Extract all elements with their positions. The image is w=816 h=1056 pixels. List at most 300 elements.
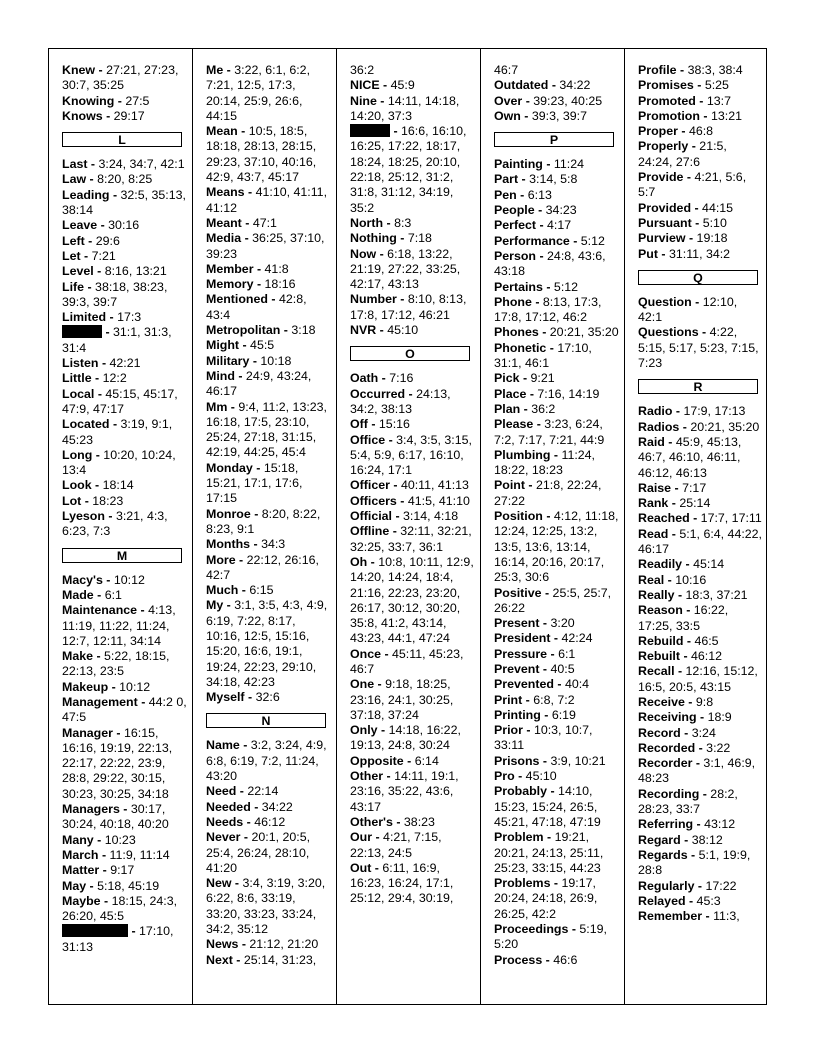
entry-separator: - [98, 847, 110, 862]
entry-separator: - [547, 646, 559, 661]
entry-word: Raise [638, 480, 672, 495]
entry-separator: - [699, 786, 711, 801]
entry-separator: - [119, 802, 131, 817]
index-entry [350, 754, 476, 769]
index-entry [206, 815, 332, 830]
entry-references: 6:14 [414, 753, 439, 768]
index-entry [494, 371, 620, 386]
entry-references: 3:1, 3:5, 4:3, 4:9, 6:19, 7:22, 8:17, 10:16, 12:5, 15:16, 15:20, 16:6, 19:1, 19:24, 22:23, 29:10, 34:18, 42:23 [206, 598, 328, 689]
entry-word: Limited [62, 310, 107, 325]
entry-separator: - [81, 493, 93, 508]
entry-word: Relayed [638, 893, 686, 908]
entry-references: 3:18 [291, 323, 316, 338]
index-entry [494, 830, 620, 876]
entry-separator: - [112, 725, 124, 740]
entry-separator: - [531, 294, 543, 309]
index-entry [206, 937, 332, 952]
entry-references: 3:24 [691, 725, 716, 740]
index-entry [638, 588, 764, 603]
index-entry [62, 325, 188, 356]
entry-references: 45:9 [390, 78, 415, 93]
entry-references: 34:22 [559, 78, 591, 93]
entry-references: 34:23 [545, 203, 577, 218]
entry-word: Lot [62, 493, 82, 508]
entry-references: 21:8, 22:24, 27:22 [494, 478, 602, 508]
index-entry [494, 693, 620, 708]
entry-references: 36:25, 37:10, 39:23 [206, 231, 325, 261]
entry-word: Regards [638, 847, 688, 862]
entry-separator: - [518, 172, 530, 187]
entry-word: Positive [494, 585, 542, 600]
entry-separator: - [109, 187, 121, 202]
entry-word: Media [206, 231, 242, 246]
entry-word: Member [206, 261, 254, 276]
entry-references: 46:5 [694, 633, 719, 648]
index-entry [350, 323, 476, 338]
index-entry [206, 231, 332, 262]
entry-separator: - [250, 799, 262, 814]
entry-separator: - [405, 386, 417, 401]
entry-word: Pro [494, 769, 515, 784]
index-entry [638, 78, 764, 93]
entry-word: Recorded [638, 740, 696, 755]
entry-word: Really [638, 587, 675, 602]
index-entry [206, 216, 332, 231]
entry-word: Reached [638, 511, 690, 526]
entry-word: Long [62, 447, 93, 462]
index-entry [638, 879, 764, 894]
entry-word: Radio [638, 404, 673, 419]
entry-separator: - [685, 893, 697, 908]
index-entry [494, 448, 620, 479]
index-entry [350, 769, 476, 815]
entry-references: 46:12 [254, 814, 286, 829]
entry-separator: - [252, 460, 264, 475]
entry-references: 10:8, 10:11, 12:9, 14:20, 14:24, 18:4, 21:16, 22:23, 23:20, 26:17, 30:12, 30:20, 35:8, 41:2, 43:14, 43:23, 44:1, 47:24 [350, 554, 474, 646]
entry-references: 24:8, 43:6, 43:18 [494, 248, 606, 279]
entry-separator: - [676, 63, 688, 77]
index-entry [62, 371, 188, 386]
index-entry [62, 234, 188, 249]
index-entry [350, 723, 476, 754]
entry-word: Point [494, 478, 525, 493]
entry-separator: - [684, 694, 696, 709]
entry-separator: - [396, 231, 408, 246]
entry-word: Please [494, 417, 534, 432]
index-entry [350, 647, 476, 678]
entry-references: 25:14 [679, 496, 711, 511]
entry-separator: - [389, 478, 401, 493]
entry-separator: - [84, 233, 96, 248]
entry-separator: - [540, 707, 552, 722]
entry-separator: - [234, 368, 246, 383]
entry-word: Read [638, 526, 669, 541]
entry-separator: - [677, 124, 689, 139]
entry-word: Oath [350, 371, 379, 386]
entry-separator: - [526, 386, 538, 401]
index-entry [62, 249, 188, 264]
entry-word: Now [350, 246, 377, 261]
index-entry [638, 231, 764, 246]
entry-references: 27:5 [125, 93, 150, 108]
index-entry [62, 848, 188, 863]
entry-references: 18:3, 37:21 [685, 587, 748, 602]
entry-separator: - [109, 417, 121, 432]
entry-references: 4:22, 5:15, 5:17, 5:23, 7:15, 7:23 [638, 325, 759, 371]
index-entry [494, 631, 620, 646]
section-header: O [350, 346, 470, 361]
entry-separator: - [244, 690, 256, 705]
entry-references: 5:18, 45:19 [97, 878, 160, 893]
entry-word: Mean [206, 124, 238, 139]
entry-references: 5:1, 19:9, 28:8 [638, 847, 751, 878]
entry-references: 47:1 [252, 215, 277, 230]
index-entry [638, 726, 764, 741]
index-entry [638, 710, 764, 725]
index-entry [494, 94, 620, 109]
entry-separator: - [687, 847, 699, 862]
entry-references: 6:18, 13:22, 21:19, 27:22, 33:25, 42:17, 43:13 [350, 246, 461, 292]
index-entry [494, 784, 620, 830]
entry-references: 44:15 [702, 200, 734, 215]
entry-separator: - [699, 108, 711, 123]
entry-references: 38:23 [403, 814, 435, 829]
entry-references: 30:16 [108, 218, 140, 233]
entry-references: 20:21, 35:20 [549, 325, 619, 340]
index-entry [494, 662, 620, 677]
index-entry [638, 894, 764, 909]
entry-word: Process [494, 952, 543, 967]
entry-references: 45:3 [696, 893, 721, 908]
entry-word: Remember [638, 909, 703, 924]
index-column-4 [481, 49, 625, 1004]
entry-references: 5:22, 18:15, 22:13, 23:5 [62, 649, 170, 679]
entry-references: 4:12, 11:18, 12:24, 12:25, 13:2, 13:5, 13:6, 13:14, 16:14, 20:16, 20:17, 25:3, 30:6 [494, 509, 619, 585]
entry-references: 8:20, 8:25 [97, 172, 153, 187]
entry-word: Regard [638, 832, 681, 847]
entry-references: 3:21, 4:3, 6:23, 7:3 [62, 509, 168, 539]
entry-separator: - [372, 830, 384, 845]
entry-separator: - [568, 922, 580, 937]
index-entry [638, 557, 764, 572]
entry-word: Managers [62, 802, 120, 817]
index-entry [638, 833, 764, 848]
entry-separator: - [97, 218, 109, 233]
entry-word: Knows [62, 108, 103, 123]
index-entry [350, 63, 476, 78]
entry-word: Mind [206, 368, 235, 383]
index-entry [494, 616, 620, 631]
index-entry [206, 461, 332, 507]
entry-references: 34:3 [261, 537, 286, 552]
entry-separator: - [378, 371, 390, 386]
index-entry [62, 879, 188, 894]
section-header: L [62, 132, 182, 147]
index-entry [494, 876, 620, 922]
entry-separator: - [396, 292, 408, 307]
index-entry [494, 387, 620, 402]
entry-references: 40:5 [550, 661, 575, 676]
entry-word: Referring [638, 817, 694, 832]
index-entry [350, 387, 476, 418]
index-entry [494, 234, 620, 249]
index-entry [494, 509, 620, 585]
index-entry [62, 833, 188, 848]
entry-separator: - [668, 526, 680, 541]
index-entry [638, 848, 764, 879]
entry-separator: - [522, 723, 534, 738]
index-entry [62, 509, 188, 540]
entry-references: 18:15, 24:3, 26:20, 45:5 [62, 893, 178, 924]
entry-references: 11:9, 11:14 [109, 847, 170, 862]
index-entry [494, 188, 620, 203]
entry-word: Made [62, 587, 94, 602]
entry-word: Leave [62, 218, 98, 233]
index-entry [638, 649, 764, 664]
entry-word: Only [350, 723, 378, 738]
entry-word: Military [206, 353, 250, 368]
index-entry [350, 861, 476, 907]
entry-references: 45:5 [250, 338, 275, 353]
entry-word: Recording [638, 786, 700, 801]
entry-separator: - [553, 677, 565, 692]
entry-word: Prisons [494, 753, 540, 768]
entry-references: 45:9, 45:13, 46:7, 46:10, 46:11, 46:12, 46:13 [638, 434, 742, 480]
index-entry [494, 325, 620, 340]
index-entry [62, 218, 188, 233]
entry-references: 42:21 [109, 356, 141, 371]
entry-word: Knowing [62, 93, 115, 108]
index-entry [350, 231, 476, 246]
entry-references: 29:17 [113, 108, 145, 123]
entry-word: March [62, 847, 99, 862]
index-column-3 [337, 49, 481, 1004]
entry-references: 5:19, 5:20 [494, 922, 607, 952]
index-entry [62, 588, 188, 603]
index-entry [62, 894, 188, 925]
entry-references: 4:21, 7:15, 22:13, 24:5 [350, 830, 442, 860]
entry-separator: - [244, 185, 256, 200]
entry-word: Provide [638, 170, 684, 185]
entry-word: Monroe [206, 506, 251, 521]
entry-references: 10:3, 10:7, 33:11 [494, 723, 593, 753]
entry-word: NVR [350, 323, 377, 338]
index-entry [494, 769, 620, 784]
section-header: R [638, 379, 758, 394]
entry-separator: - [376, 93, 388, 108]
entry-word: Rebuilt [638, 649, 680, 664]
entry-references: 3:24, 34:7, 42:1 [98, 157, 185, 172]
entry-word: Off [350, 417, 368, 432]
entry-separator: - [93, 264, 105, 279]
entry-word: Part [494, 172, 519, 187]
entry-references: 3:23, 6:24, 7:2, 7:17, 7:21, 44:9 [494, 417, 605, 447]
index-entry [62, 157, 188, 172]
entry-references: 24:9, 43:24, 46:17 [206, 368, 312, 399]
entry-word: Months [206, 537, 251, 552]
index-entry [350, 247, 476, 293]
entry-separator: - [539, 753, 551, 768]
entry-word: Other's [350, 814, 393, 829]
entry-separator: - [685, 231, 697, 246]
entry-word: Knew [62, 63, 96, 77]
entry-word: Provided [638, 200, 692, 215]
index-entry [350, 677, 476, 723]
entry-separator: - [668, 496, 680, 511]
entry-references: 28:2, 28:23, 33:7 [638, 786, 738, 817]
entry-references: 12:16, 15:12, 16:5, 20:5, 43:15 [638, 664, 758, 694]
entry-separator: - [102, 325, 114, 340]
entry-word: More [206, 552, 236, 567]
entry-separator: - [128, 924, 140, 939]
entry-word: Painting [494, 157, 543, 172]
redaction-block [62, 924, 128, 937]
index-entry [62, 649, 188, 680]
entry-word: Phonetic [494, 340, 547, 355]
entry-separator: - [541, 585, 553, 600]
entry-separator: - [87, 157, 99, 172]
entry-separator: - [520, 108, 532, 123]
entry-separator: - [680, 832, 692, 847]
entry-references: 9:17 [110, 863, 135, 878]
entry-word: Pursuant [638, 215, 692, 230]
entry-references: 4:13, 11:19, 11:22, 11:24, 12:7, 12:11, 34:14 [62, 603, 176, 648]
entry-references: 10:20, 10:24, 13:4 [62, 447, 176, 478]
entry-separator: - [102, 572, 114, 587]
entry-word: President [494, 631, 551, 646]
entry-separator: - [547, 784, 559, 799]
index-entry [638, 216, 764, 231]
entry-word: Questions [638, 325, 699, 340]
entry-references: 41:10, 41:11, 41:12 [206, 185, 328, 215]
entry-word: Recorder [638, 756, 693, 771]
index-entry [206, 400, 332, 461]
entry-word: Perfect [494, 218, 537, 233]
entry-word: Much [206, 583, 239, 598]
entry-references: 46:6 [553, 952, 578, 967]
entry-word: Position [494, 509, 543, 524]
entry-references: 30:17, 30:24, 40:18, 40:20 [62, 802, 169, 832]
entry-separator: - [691, 215, 703, 230]
index-entry [206, 583, 332, 598]
entry-references: 10:23 [104, 832, 136, 847]
index-entry [206, 354, 332, 369]
entry-separator: - [671, 480, 683, 495]
entry-separator: - [92, 447, 104, 462]
index-entry [494, 754, 620, 769]
entry-word: Performance [494, 233, 570, 248]
entry-word: Make [62, 649, 93, 664]
entry-word: Law [62, 172, 87, 187]
entry-references: 3:4, 3:5, 3:15, 5:4, 5:9, 6:17, 16:10, 16:24, 17:1 [350, 432, 472, 478]
index-entry [206, 738, 332, 784]
entry-word: Nothing [350, 231, 397, 246]
entry-references: 12:2 [102, 371, 127, 386]
entry-references: 6:19 [551, 707, 576, 722]
index-entry [638, 909, 764, 924]
index-entry [638, 496, 764, 511]
index-entry [350, 433, 476, 479]
entry-separator: - [680, 649, 692, 664]
entry-word: Readily [638, 557, 683, 572]
index-entry [638, 94, 764, 109]
entry-word: Many [62, 832, 94, 847]
entry-references: 45:10 [387, 323, 419, 338]
entry-references: 15:16 [378, 417, 410, 432]
index-entry [494, 63, 620, 78]
entry-separator: - [538, 325, 550, 340]
entry-references: 32:6 [255, 690, 280, 705]
index-entry [206, 277, 332, 292]
entry-references: 10:16 [675, 572, 707, 587]
entry-separator: - [536, 218, 548, 233]
entry-word: NICE [350, 78, 380, 93]
entry-word: Receive [638, 694, 685, 709]
index-entry [62, 448, 188, 479]
entry-separator: - [679, 419, 691, 434]
entry-word: Rank [638, 496, 669, 511]
entry-separator: - [683, 633, 695, 648]
index-entry [638, 170, 764, 201]
entry-separator: - [227, 399, 239, 414]
entry-word: Pertains [494, 279, 543, 294]
entry-separator: - [682, 557, 694, 572]
index-entry [206, 323, 332, 338]
entry-separator: - [376, 323, 388, 338]
index-entry [350, 555, 476, 647]
index-entry [62, 387, 188, 418]
entry-word: Macy's [62, 572, 103, 587]
index-entry [494, 922, 620, 953]
index-entry [62, 802, 188, 833]
index-entry [638, 404, 764, 419]
entry-references: 18:14 [102, 478, 134, 493]
index-entry [494, 953, 620, 968]
entry-word: Number [350, 292, 397, 307]
entry-references: 11:24 [553, 157, 584, 172]
entry-separator: - [231, 876, 243, 891]
entry-separator: - [383, 769, 395, 784]
index-entry [638, 695, 764, 710]
entry-references: 12:10, 42:1 [638, 294, 738, 325]
entry-separator: - [550, 447, 562, 462]
entry-word: Officer [350, 478, 390, 493]
entry-separator: - [693, 817, 705, 832]
entry-references: 7:18 [407, 231, 432, 246]
entry-references: 16:6, 16:10, 16:25, 17:22, 18:17, 18:24, 18:25, 20:10, 22:18, 25:12, 31:2, 31:8, 31:12, 34:19, 35:2 [350, 124, 467, 215]
index-entry [62, 172, 188, 187]
entry-references: 36:2 [531, 401, 556, 416]
entry-word: Plan [494, 401, 521, 416]
entry-separator: - [691, 294, 703, 309]
entry-word: Problems [494, 876, 551, 891]
entry-references: 5:12 [580, 233, 605, 248]
entry-word: Plumbing [494, 447, 551, 462]
entry-word: Out [350, 860, 372, 875]
entry-separator: - [98, 356, 110, 371]
entry-references: 18:9 [707, 710, 732, 725]
entry-separator: - [664, 572, 676, 587]
entry-references: 6:8, 7:2 [533, 692, 575, 707]
index-entry [62, 356, 188, 371]
entry-references: 25:5, 25:7, 26:22 [494, 585, 612, 615]
entry-references: 8:10, 8:13, 17:8, 17:12, 46:21 [350, 292, 467, 322]
index-entry [494, 295, 620, 326]
index-entry [638, 435, 764, 481]
entry-references: 6:1 [104, 587, 122, 602]
index-entry [638, 247, 764, 262]
entry-word: Question [638, 294, 692, 309]
